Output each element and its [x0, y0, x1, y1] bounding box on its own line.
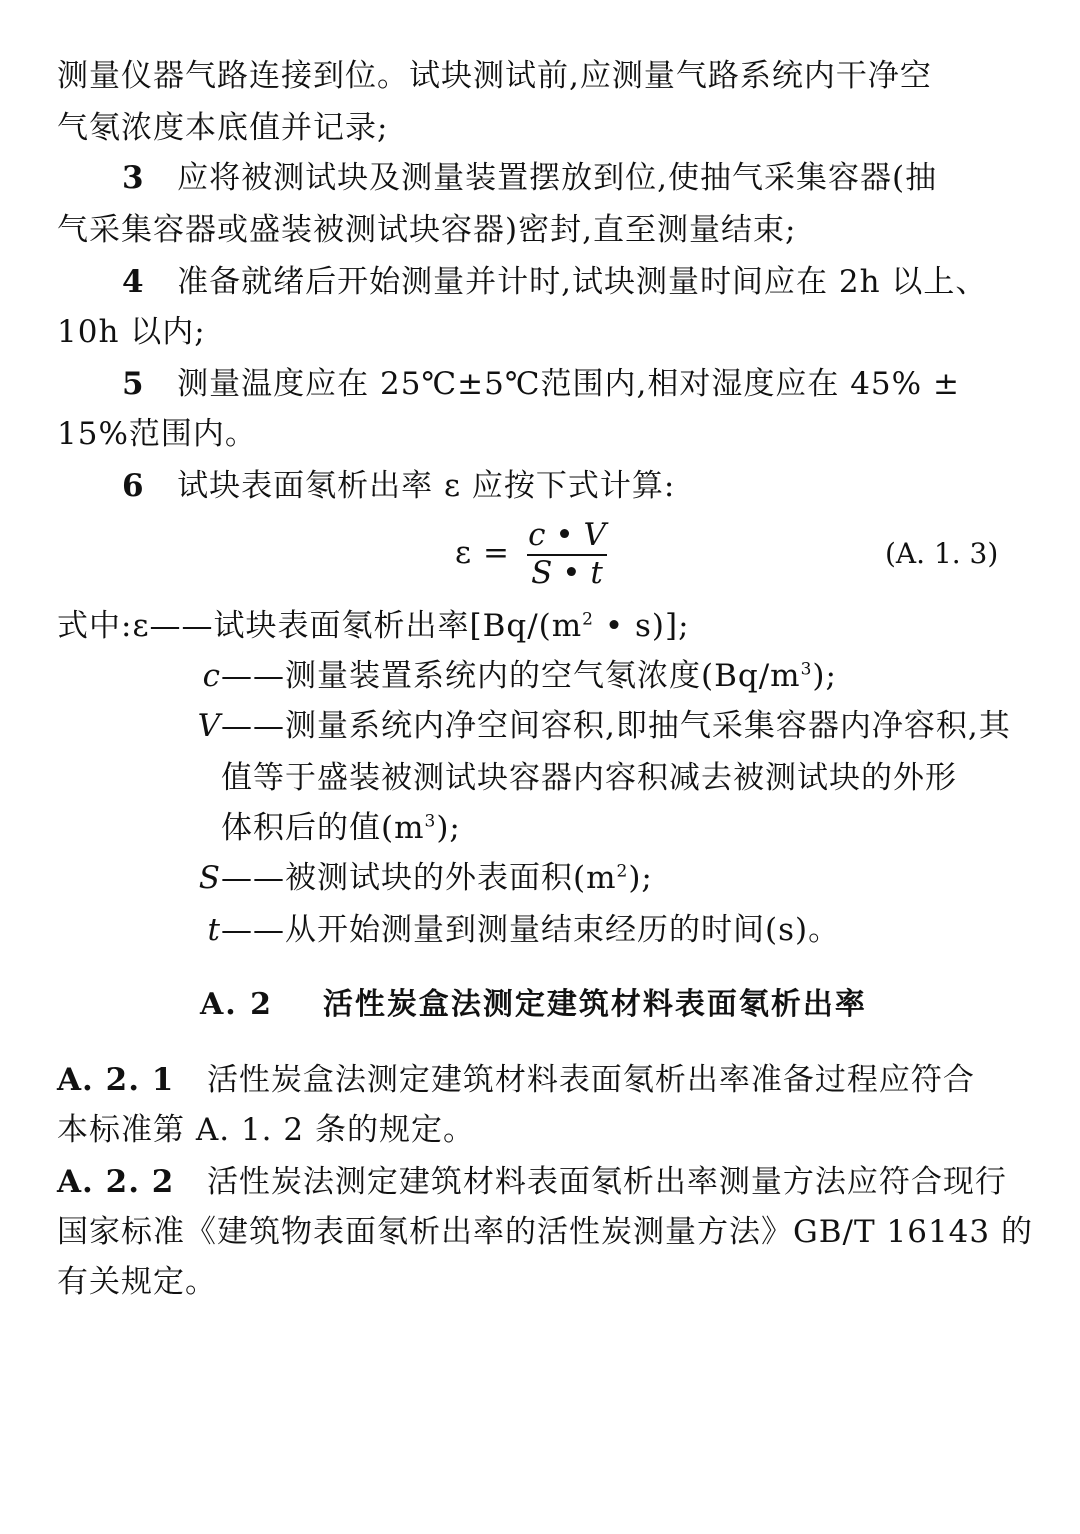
item-text: 准备就绪后开始测量并计时,试块测量时间应在 2h 以上、 — [177, 264, 988, 300]
formula-denominator: S • t — [531, 555, 603, 591]
item-text: 应将被测试块及测量装置摆放到位,使抽气采集容器(抽 — [177, 160, 938, 196]
item-5-continuation: 15%范围内。 — [57, 416, 257, 452]
symbol-t: t — [207, 912, 221, 948]
item-text: 试块表面氡析出率 ε 应按下式计算: — [177, 468, 676, 504]
clause-a-2-1 — [57, 1060, 975, 1100]
item-number: 6 — [122, 468, 145, 504]
item-text: 测量温度应在 25℃±5℃范围内,相对湿度应在 45% ± — [177, 366, 960, 402]
symbol-c: c — [202, 658, 221, 694]
paragraph-line: 气氡浓度本底值并记录; — [57, 110, 389, 146]
section-title: 活性炭盒法测定建筑材料表面氡析出率 — [322, 987, 867, 1022]
paragraph-line: 测量仪器气路连接到位。试块测试前,应测量气路系统内干净空 — [57, 58, 932, 94]
item-5-line — [122, 364, 960, 404]
formula-numerator: c • V — [528, 517, 606, 553]
item-number: 4 — [122, 264, 145, 300]
clause-a-2-2-continuation: 有关规定。 — [57, 1264, 217, 1300]
item-6-line — [122, 466, 675, 506]
item-3-continuation: 气采集容器或盛装被测试块容器)密封,直至测量结束; — [57, 212, 797, 248]
item-4-continuation: 10h 以内; — [57, 314, 206, 350]
formula-a-1-3 — [455, 517, 615, 591]
definition-text: 从开始测量到测量结束经历的时间(s)。 — [285, 912, 841, 948]
item-number: 3 — [122, 160, 145, 196]
equation-number: (A. 1. 3) — [885, 537, 999, 570]
where-t — [133, 910, 840, 950]
formula-lhs: ε — [455, 535, 472, 571]
superscript: 3 — [424, 811, 437, 832]
dash: —— — [149, 608, 214, 644]
item-4-line — [122, 262, 987, 302]
definition-tail: ); — [436, 810, 461, 846]
symbol-s: S — [198, 860, 221, 896]
definition-text: 体积后的值(m — [221, 810, 425, 846]
where-c — [133, 656, 837, 696]
where-v-continuation — [221, 808, 461, 848]
where-s — [133, 858, 653, 898]
clause-number: A. 2. 2 — [57, 1164, 175, 1200]
item-3-line — [122, 158, 937, 198]
section-heading-a2 — [200, 985, 867, 1025]
dash: —— — [221, 658, 285, 694]
definition-tail: ); — [628, 860, 653, 896]
definition-text: 被测试块的外表面积(m — [285, 860, 617, 896]
definition-tail: • s)]; — [594, 608, 690, 644]
definition-text: 测量系统内净空间容积,即抽气采集容器内净容积,其 — [285, 708, 1011, 744]
where-prefix: 式中: — [57, 608, 133, 644]
clause-a-2-1-continuation: 本标准第 A. 1. 2 条的规定。 — [57, 1112, 475, 1148]
definition-tail: ); — [812, 658, 837, 694]
where-eps — [57, 606, 690, 646]
definition-text: 测量装置系统内的空气氡浓度(Bq/m — [285, 658, 801, 694]
definition-text: 试块表面氡析出率[Bq/(m — [213, 608, 583, 644]
clause-text: 活性炭盒法测定建筑材料表面氡析出率准备过程应符合 — [206, 1062, 975, 1098]
dash: —— — [221, 708, 285, 744]
clause-number: A. 2. 1 — [57, 1062, 175, 1098]
formula-equals: = — [483, 535, 509, 571]
clause-text: 活性炭法测定建筑材料表面氡析出率测量方法应符合现行 — [206, 1164, 1007, 1200]
dash: —— — [221, 860, 285, 896]
symbol-eps: ε — [132, 608, 150, 644]
item-number: 5 — [122, 366, 145, 402]
dash: —— — [221, 912, 285, 948]
clause-a-2-2-continuation: 国家标准《建筑物表面氡析出率的活性炭测量方法》GB/T 16143 的 — [57, 1214, 1033, 1250]
clause-a-2-2 — [57, 1162, 1007, 1202]
superscript: 2 — [616, 861, 629, 882]
superscript: 3 — [800, 659, 813, 680]
where-v — [133, 706, 1011, 746]
where-v-continuation: 值等于盛装被测试块容器内容积减去被测试块的外形 — [221, 760, 957, 796]
section-number: A. 2 — [200, 987, 274, 1022]
symbol-v: V — [197, 708, 221, 744]
superscript: 2 — [582, 609, 594, 630]
